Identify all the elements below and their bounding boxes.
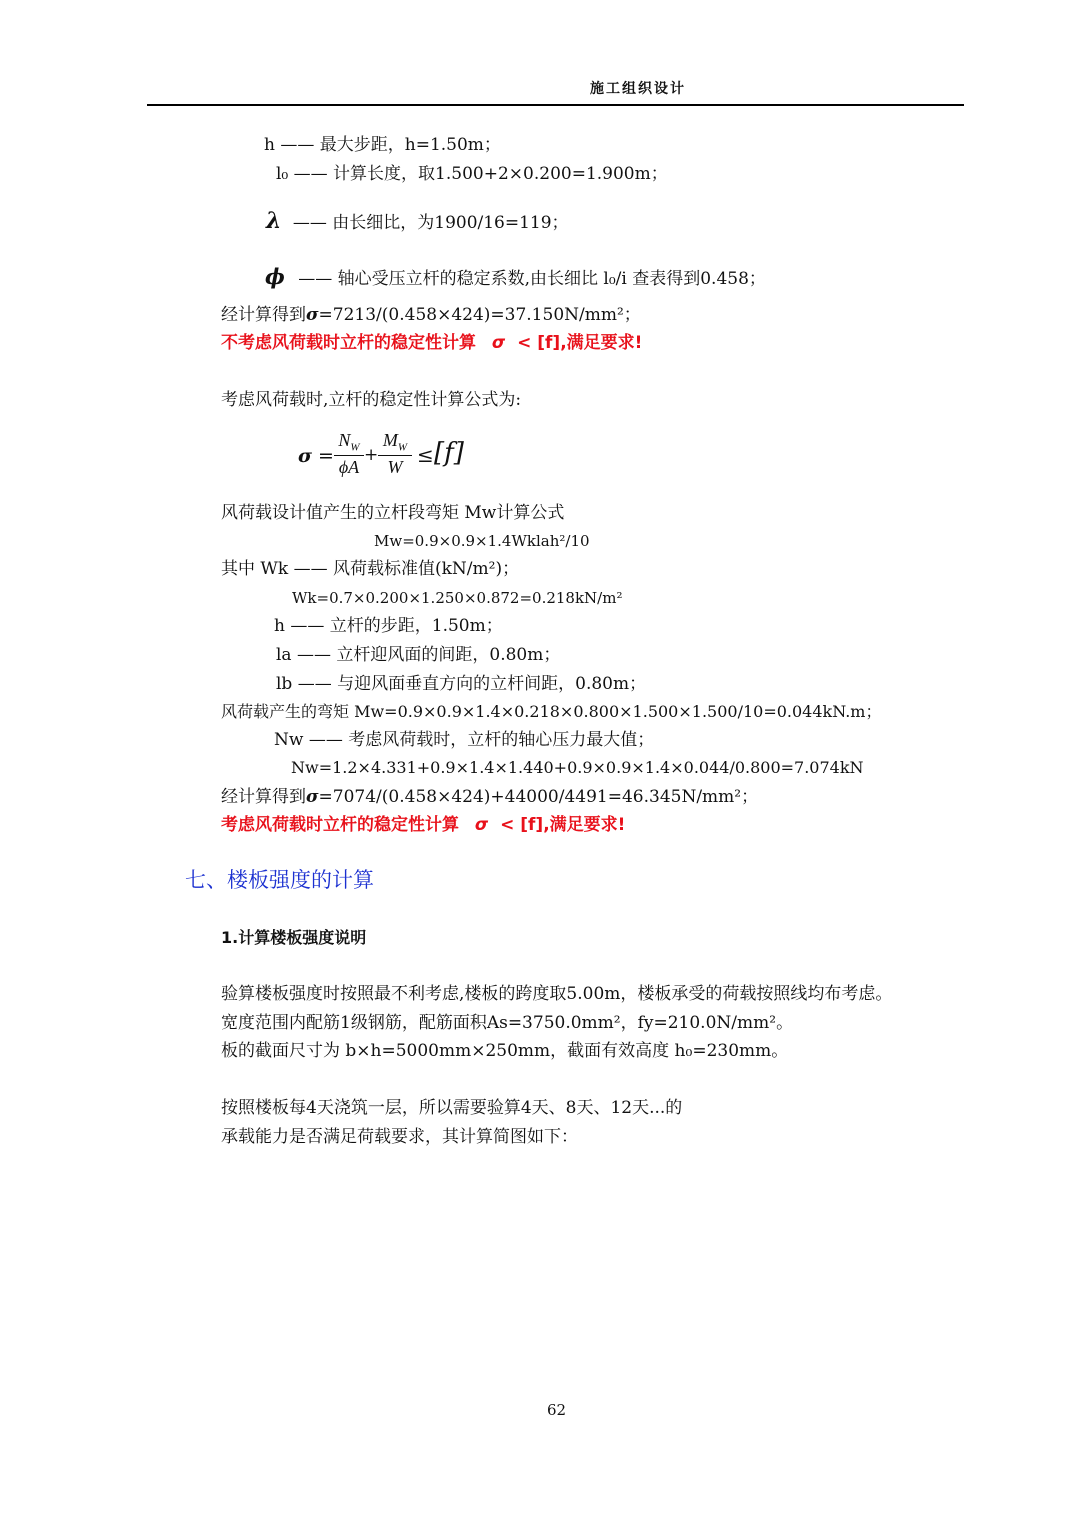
header-title: 施工组织设计 — [590, 81, 686, 97]
result-2-value: =7074/(0.458×424)+44000/4491=46.345N/mm²； — [318, 787, 759, 807]
text-line-calc-length: l₀ —— 计算长度，取1.500+2×0.200=1.900m； — [276, 164, 668, 184]
conclusion-no-wind — [221, 335, 642, 352]
conclusion-no-wind-text: 不考虑风荷载时立杆的稳定性计算 — [221, 333, 476, 353]
text-line-wk-def: 其中 Wk —— 风荷载标准值(kN/m²)； — [221, 559, 520, 579]
formula-n: N — [338, 430, 351, 450]
text-line-wk-value: Wk=0.7×0.200×1.250×0.872=0.218kN/m² — [292, 589, 623, 607]
lambda-symbol: λ — [266, 208, 282, 234]
sigma-symbol: σ — [306, 787, 319, 807]
paragraph-line-3: 板的截面尺寸为 b×h=5000mm×250mm，截面有效高度 h₀=230mm。 — [221, 1041, 789, 1061]
text-line-wind-moment-formula: 风荷载设计值产生的立杆段弯矩 Mw计算公式 — [221, 503, 565, 523]
paragraph-line-5: 承载能力是否满足荷载要求，其计算简图如下： — [221, 1127, 578, 1147]
formula-n-den: ϕA — [338, 456, 360, 477]
formula-leq: ≤ — [417, 443, 434, 467]
text-line-step: h —— 立杆的步距，1.50m； — [274, 616, 503, 636]
result-1-value: =7213/(0.458×424)=37.150N/mm²； — [318, 305, 641, 325]
text-line-result-1 — [221, 307, 641, 324]
section-subheading: 1.计算楼板强度说明 — [221, 928, 367, 947]
section-heading: 七、楼板强度的计算 — [185, 868, 374, 892]
text-line-nw-def: Nw —— 考虑风荷载时，立杆的轴心压力最大值； — [274, 730, 655, 750]
formula-m-sub: W — [397, 441, 408, 454]
paragraph-line-2: 宽度范围内配筋1级钢筋，配筋面积As=3750.0mm²，fy=210.0N/mm²。 — [221, 1013, 794, 1033]
text-line-mw-formula: Mw=0.9×0.9×1.4Wklah²/10 — [374, 532, 590, 550]
text-line-nw-value: Nw=1.2×4.331+0.9×1.4×1.440+0.9×0.9×1.4×0.044/0.800=7.074kN — [291, 758, 864, 777]
formula-sigma: σ — [298, 445, 313, 467]
text-line-mw-value: 风荷载产生的弯矩 Mw=0.9×0.9×1.4×0.218×0.800×1.500×1.500/10=0.044kN.m； — [221, 702, 882, 721]
formula-fraction-m — [378, 430, 412, 478]
phi-symbol: ϕ — [265, 264, 285, 289]
result-2-prefix: 经计算得到 — [221, 787, 306, 807]
sigma-symbol: σ — [474, 815, 489, 835]
text-line-result-2 — [221, 789, 758, 806]
text-line-slenderness — [266, 210, 569, 232]
formula-m: M — [382, 430, 398, 450]
conclusion-with-wind-text: 考虑风荷载时立杆的稳定性计算 — [221, 815, 459, 835]
stability-coef-text: —— 轴心受压立杆的稳定系数,由长细比 l₀/i 查表得到0.458； — [298, 269, 766, 289]
sigma-symbol: σ — [306, 305, 319, 325]
formula-plus: + — [364, 445, 379, 465]
result-1-prefix: 经计算得到 — [221, 305, 306, 325]
formula-equals: = — [318, 445, 334, 467]
text-line-max-step: h —— 最大步距，h=1.50m； — [264, 135, 501, 155]
formula-rhs: [f] — [434, 438, 464, 468]
text-line-la: la —— 立杆迎风面的间距，0.80m； — [276, 645, 561, 665]
formula-m-den: W — [387, 456, 403, 477]
formula-fraction-n — [334, 430, 364, 478]
page-number: 62 — [547, 1401, 567, 1419]
text-line-stability-coef — [265, 266, 766, 288]
paragraph-line-4: 按照楼板每4天浇筑一层，所以需要验算4天、8天、12天...的 — [221, 1098, 683, 1118]
text-line-wind-formula-intro: 考虑风荷载时,立杆的稳定性计算公式为: — [221, 390, 522, 410]
sigma-symbol: σ — [491, 333, 506, 353]
conclusion-with-wind-check: < [f],满足要求! — [500, 815, 626, 835]
conclusion-with-wind — [221, 817, 625, 834]
conclusion-no-wind-check: < [f],满足要求! — [517, 333, 643, 353]
text-line-lb: lb —— 与迎风面垂直方向的立杆间距，0.80m； — [276, 674, 647, 694]
header-rule — [147, 104, 964, 106]
paragraph-line-1: 验算楼板强度时按照最不利考虑,楼板的跨度取5.00m，楼板承受的荷载按照线均布考虑。 — [221, 984, 893, 1004]
slenderness-text: —— 由长细比，为1900/16=119； — [292, 213, 569, 233]
stability-formula — [298, 428, 468, 484]
formula-n-sub: W — [350, 441, 360, 454]
